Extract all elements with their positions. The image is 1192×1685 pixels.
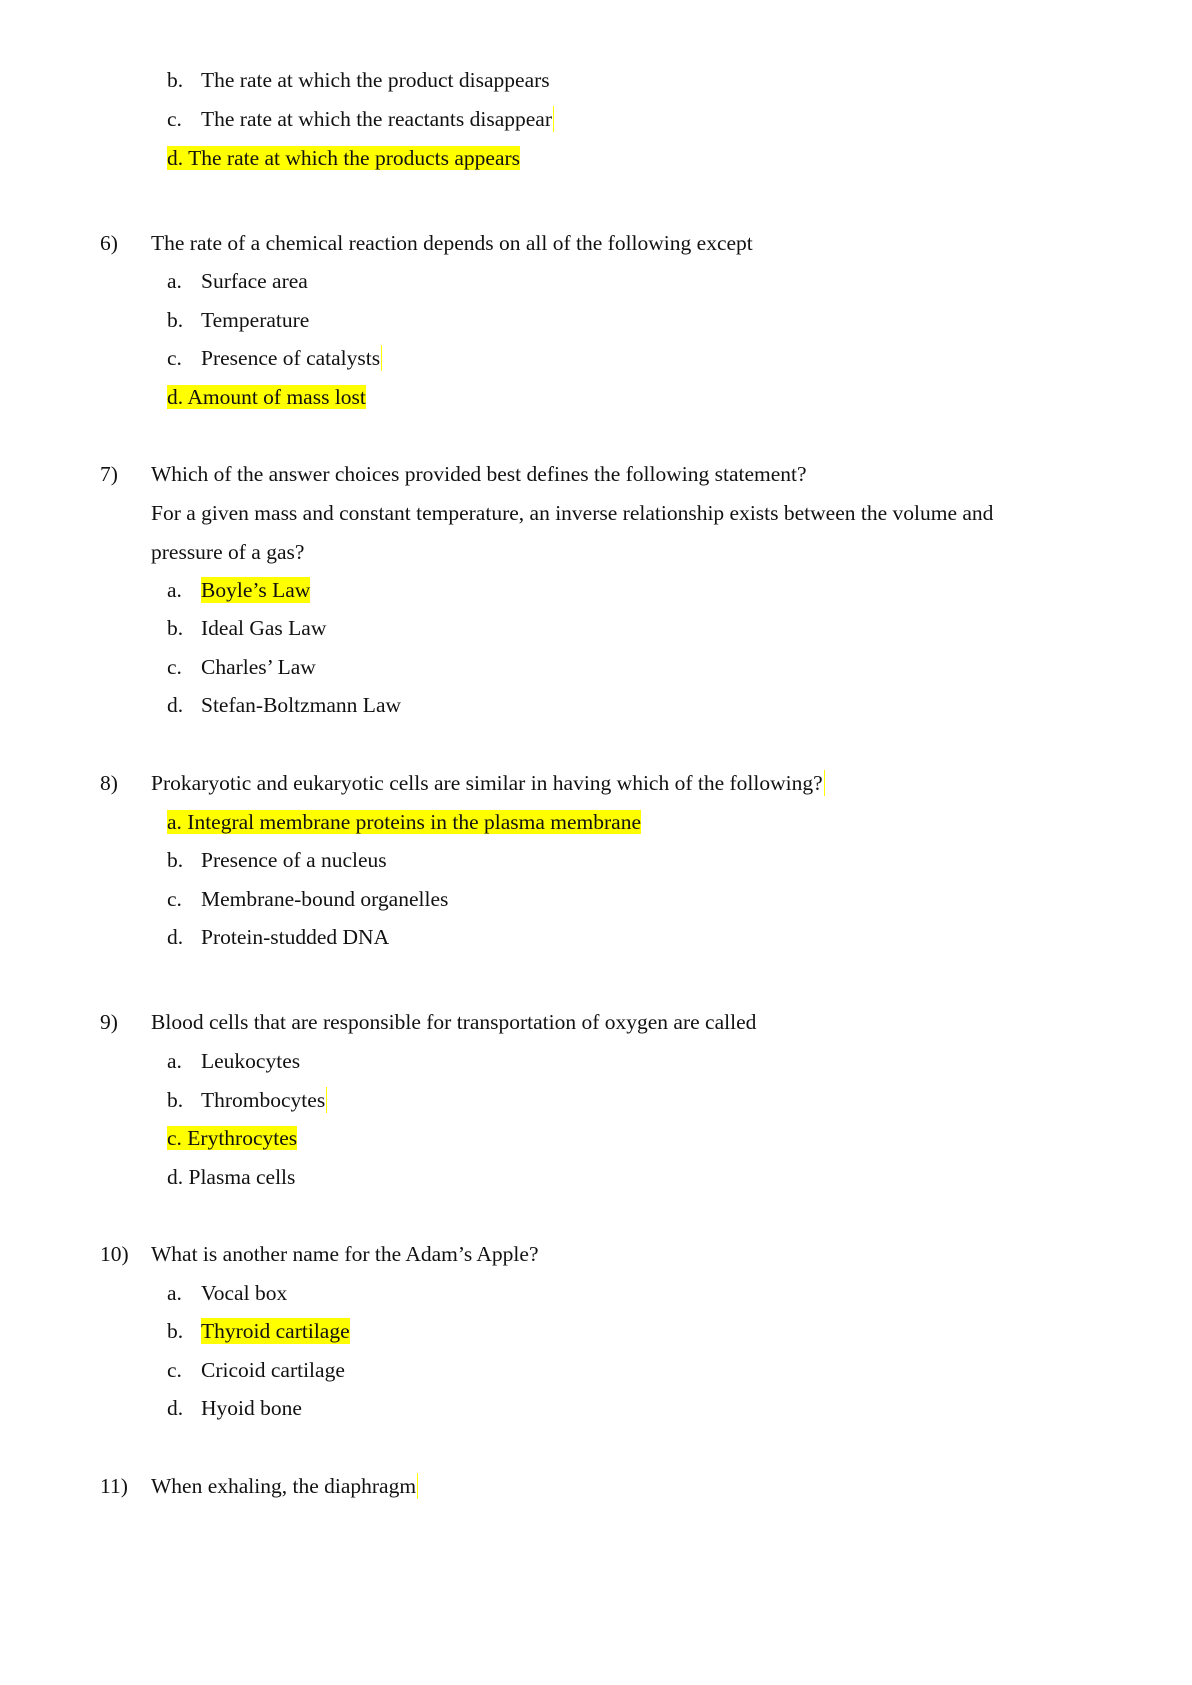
option-letter: a.	[167, 1281, 182, 1305]
answer-highlight: c. Erythrocytes	[167, 1126, 298, 1150]
question-number: 11)	[100, 1474, 128, 1498]
answer-highlight: Boyle’s Law	[201, 578, 311, 602]
option-text: Leukocytes	[201, 1049, 301, 1073]
option-letter: d.	[167, 925, 184, 949]
question-text: Prokaryotic and eukaryotic cells are similar in having which of the following?	[151, 771, 823, 795]
question-number: 7)	[100, 462, 118, 486]
option-letter: c.	[167, 107, 182, 131]
option-c-answer	[167, 1125, 297, 1151]
option-text: The rate at which the reactants disappear	[201, 107, 552, 131]
option-text: Hyoid bone	[201, 1396, 302, 1420]
option-text: Charles’ Law	[201, 655, 316, 679]
option-text: Thrombocytes	[201, 1088, 326, 1112]
question-text: Blood cells that are responsible for transportation of oxygen are called	[151, 1010, 757, 1034]
answer-highlight: a. Integral membrane proteins in the plasma membrane	[167, 810, 642, 834]
question-number: 6)	[100, 231, 118, 255]
option-text: Surface area	[201, 269, 308, 293]
question-text: When exhaling, the diaphragm	[151, 1474, 417, 1498]
option-text: Protein-studded DNA	[201, 925, 390, 949]
option-text: Presence of catalysts	[201, 346, 381, 370]
option-d-answer	[167, 384, 366, 410]
option-text: Presence of a nucleus	[201, 848, 387, 872]
answer-highlight: d. The rate at which the products appears	[167, 146, 521, 170]
option-letter: d.	[167, 1396, 184, 1420]
option-text: The rate at which the product disappears	[201, 68, 550, 92]
option-letter: b.	[167, 848, 184, 872]
option-letter: c.	[167, 655, 182, 679]
question-number: 9)	[100, 1010, 118, 1034]
question-statement-line-1: For a given mass and constant temperature, an inverse relationship exists between the volume and	[151, 501, 994, 525]
option-letter: a.	[167, 578, 182, 602]
option-letter: c.	[167, 887, 182, 911]
option-text: Vocal box	[201, 1281, 288, 1305]
option-letter: c.	[167, 1358, 182, 1382]
option-d	[167, 1164, 295, 1190]
option-text: Stefan-Boltzmann Law	[201, 693, 402, 717]
answer-highlight: Thyroid cartilage	[201, 1319, 350, 1343]
question-number: 10)	[100, 1242, 129, 1266]
option-text: Ideal Gas Law	[201, 616, 327, 640]
option-d-answer	[167, 145, 520, 171]
option-letter: b.	[167, 68, 184, 92]
answer-highlight: d. Amount of mass lost	[167, 385, 366, 409]
question-text: What is another name for the Adam’s Apple?	[151, 1242, 539, 1266]
question-text: The rate of a chemical reaction depends on all of the following except	[151, 231, 753, 255]
option-text: Membrane-bound organelles	[201, 887, 449, 911]
option-letter: b.	[167, 1088, 184, 1112]
option-letter: d.	[167, 693, 184, 717]
option-letter: a.	[167, 269, 182, 293]
option-text: Cricoid cartilage	[201, 1358, 345, 1382]
option-text: Temperature	[201, 308, 310, 332]
option-letter: c.	[167, 346, 182, 370]
question-number: 8)	[100, 771, 118, 795]
option-letter: b.	[167, 1319, 184, 1343]
option-a-answer	[167, 809, 641, 835]
option-letter: b.	[167, 308, 184, 332]
option-text: d. Plasma cells	[167, 1165, 296, 1189]
option-letter: a.	[167, 1049, 182, 1073]
question-text: Which of the answer choices provided best defines the following statement?	[151, 462, 807, 486]
question-statement-line-2: pressure of a gas?	[151, 540, 305, 564]
option-letter: b.	[167, 616, 184, 640]
